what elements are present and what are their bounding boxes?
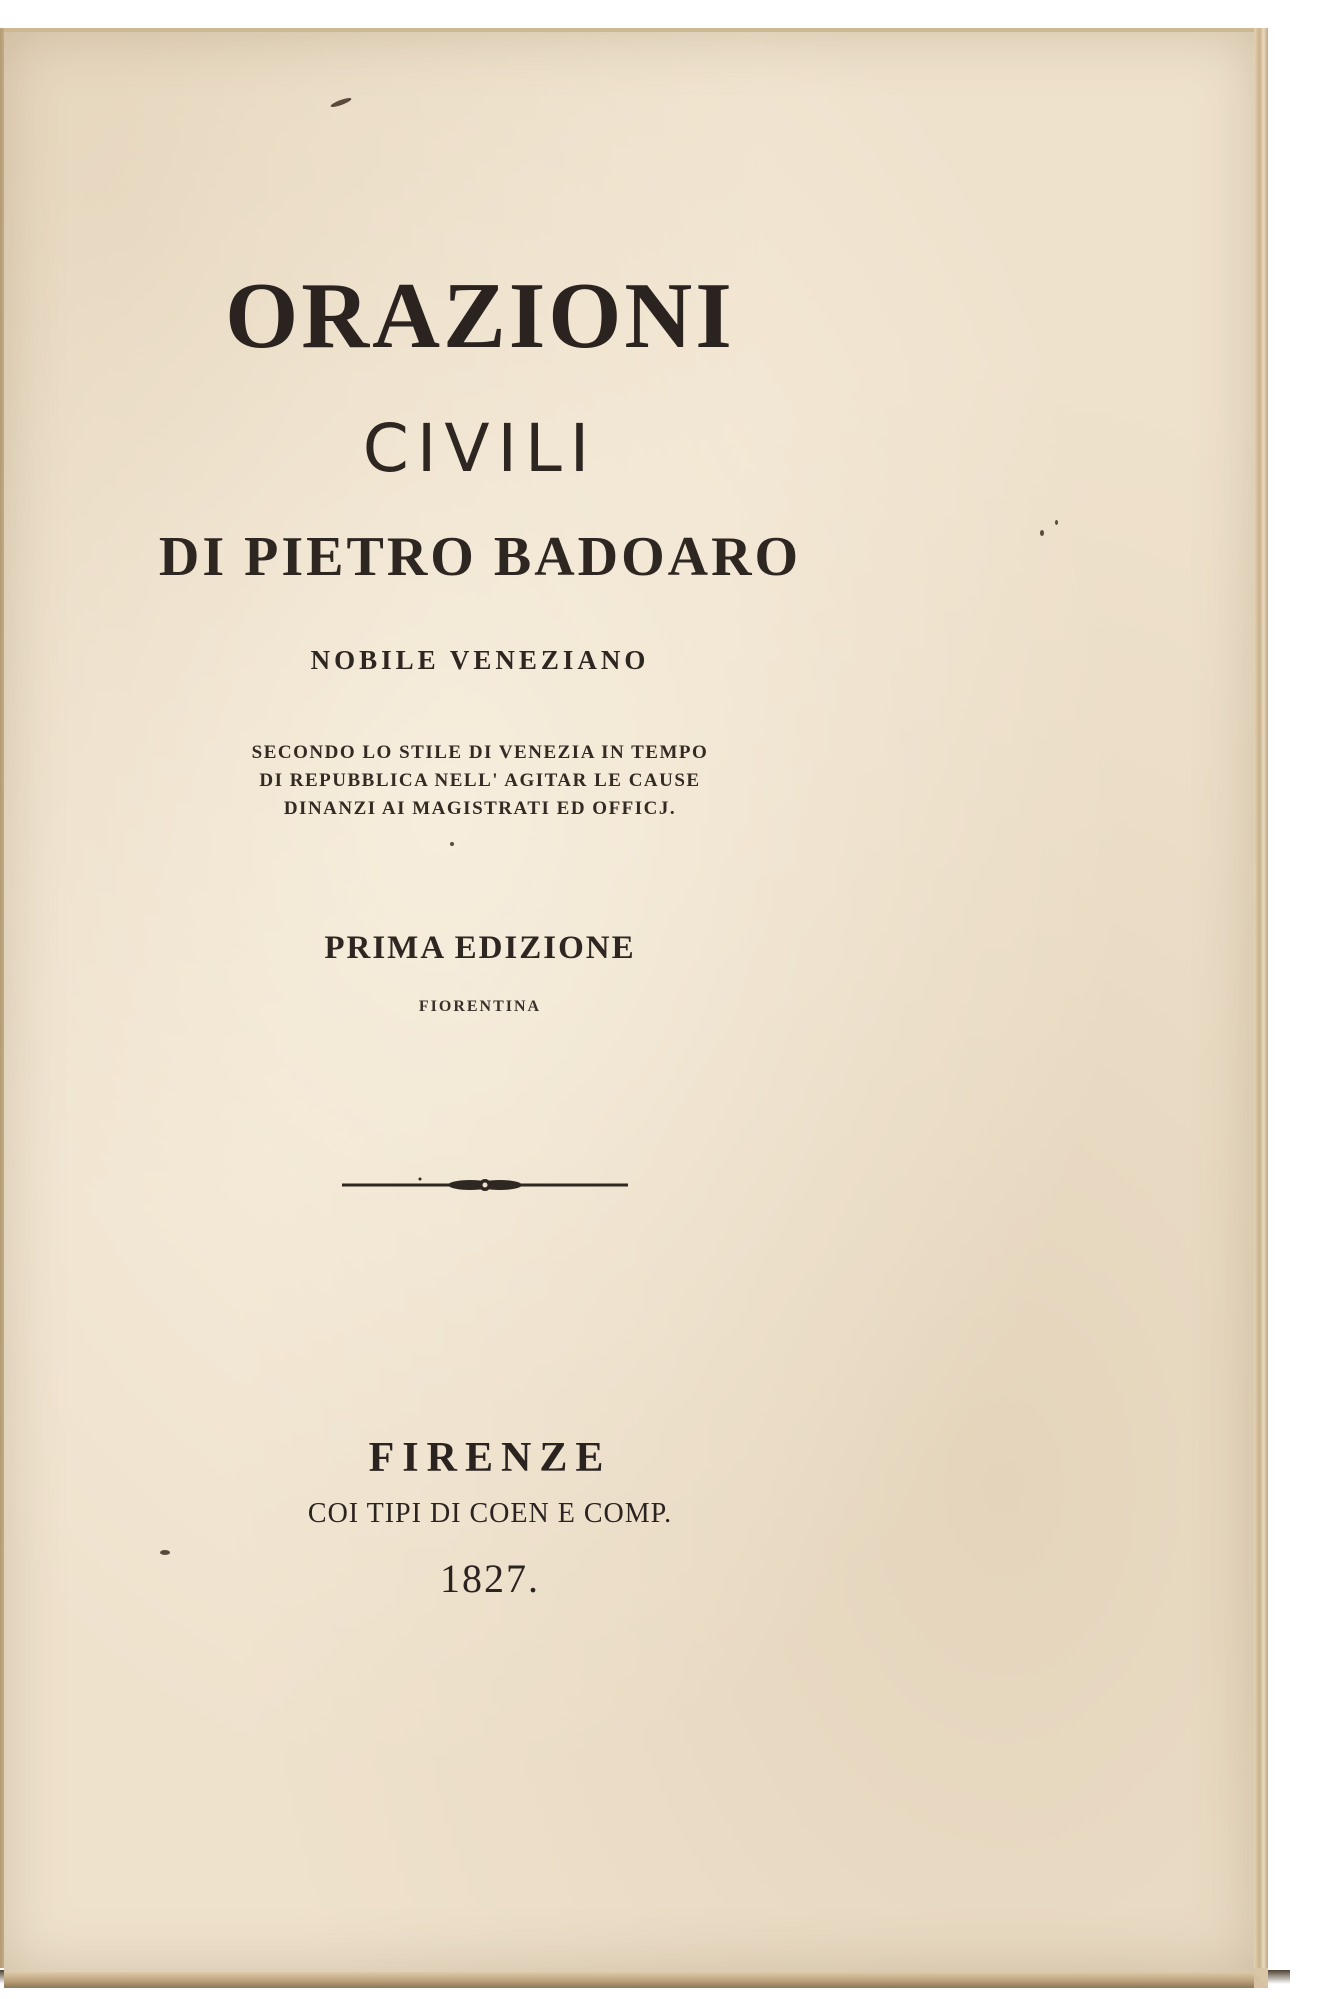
imprint-year: 1827. — [440, 1556, 540, 1601]
edition-sub: FIORENTINA — [418, 998, 542, 1015]
book-title: ORAZIONI — [225, 264, 735, 368]
ornamental-rule — [340, 1170, 630, 1200]
imprint-place: FIRENZE — [368, 1435, 612, 1481]
ink-speck — [450, 842, 454, 846]
ink-speck — [1055, 520, 1058, 525]
subtitle-line-1: SECONDO LO STILE DI VENEZIA IN TEMPO — [251, 742, 709, 763]
imprint-printer: COI TIPI DI COEN E COMP. — [307, 1498, 673, 1529]
edition: PRIMA EDIZIONE — [324, 930, 636, 966]
subtitle-line-2: DI REPUBBLICA NELL' AGITAR LE CAUSE — [259, 770, 701, 791]
subtitle-line-3: DINANZI AI MAGISTRATI ED OFFICJ. — [283, 798, 677, 819]
book-title-line-2: CIVILI — [362, 410, 598, 487]
ink-speck — [1040, 530, 1044, 536]
ink-speck — [160, 1550, 170, 1555]
author-rank: NOBILE VENEZIANO — [310, 645, 650, 675]
author-name: DI PIETRO BADOARO — [158, 526, 802, 588]
